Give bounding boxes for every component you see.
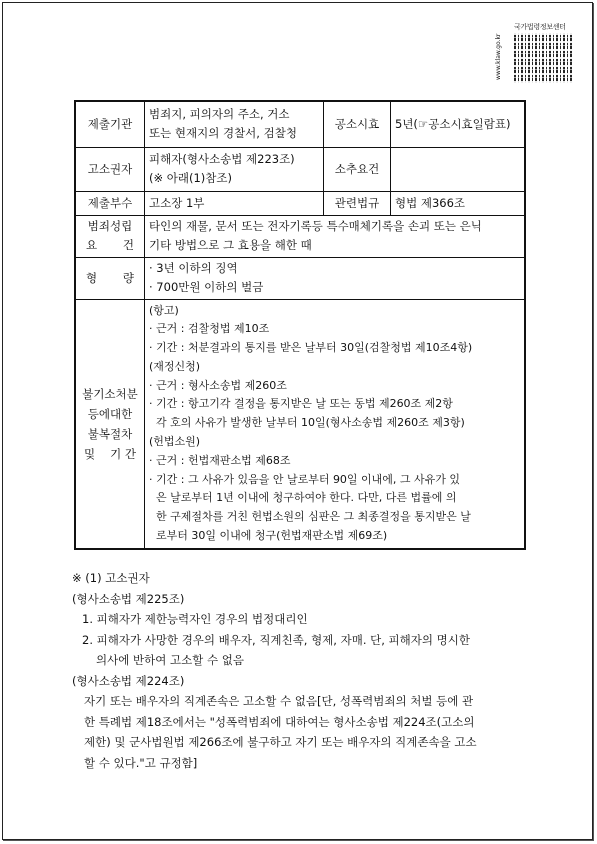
label-crime-requirements: 범죄성립 요 건 <box>75 215 145 257</box>
value-appeal-procedure: (항고) · 근거 : 검찰청법 제10조 · 기간 : 처분결과의 통지를 받은 날부터 30일(검찰청법 제10조4항) (재정신청) · 근거 : 형사소송법 제260조 · 기간 : 항고기각 결정을 통지받은 날 또는 동법 제260조 제2항 각 호의 사유가 발생한 날부터 10일(형사소송법 제260조 제3항) (헌법소원) · 근거 : 헌법재판소법 제68조 · 기간 : 그 사유가 있음을 안 날로부터 90일 이내에, 그 사유가 있 은 날로부터 1년 이내에 청구하여야 한다. 다만, 다른 법률에 의 한 구제절차를 거친 헌법소원의 심판은 그 최종결정을 통지받은 날 로부터 30일 이내에 청구(헌법재판소법 제69조) <box>145 299 526 549</box>
value-submit-agency: 범죄지, 피의자의 주소, 거소 또는 현재지의 경찰서, 검찰청 <box>145 101 324 147</box>
label-statute-limitation: 공소시효 <box>324 101 391 147</box>
table-row <box>75 147 525 191</box>
notes-paragraph: 자기 또는 배우자의 직계존속은 고소할 수 없음[단, 성폭력범죄의 처벌 등에 관 한 특례법 제18조에서는 "성폭력범죄에 대하여는 형사소송법 제224조(고소의 제한) 및 군사법원법 제266조에 불구하고 자기 또는 배우자의 직계존속을 고소 할 수 있다."고 규정함] <box>84 694 477 770</box>
complainant-notes <box>72 568 532 773</box>
label-complainant: 고소권자 <box>75 147 145 191</box>
value-prosecution-requirement <box>391 147 526 191</box>
notes-heading: ※ (1) 고소권자 <box>72 571 150 585</box>
table-row <box>75 101 525 147</box>
table-row <box>75 215 525 257</box>
complaint-info-table <box>74 100 526 550</box>
value-copies: 고소장 1부 <box>145 191 324 215</box>
notes-subheading-225: (형사소송법 제225조) <box>72 591 185 606</box>
value-statute-limitation: 5년(☞공소시효일람표) <box>391 101 526 147</box>
value-crime-requirements: 타인의 재물, 문서 또는 전자기록등 특수매체기록을 손괴 또는 은닉 기타 방법으로 그 효용을 해한 때 <box>145 215 526 257</box>
qr-code-overlay <box>514 33 574 83</box>
value-complainant: 피해자(형사소송법 제223조) (※ 아래(1)참조) <box>145 147 324 191</box>
notes-subheading-224: (형사소송법 제224조) <box>72 673 185 688</box>
value-related-law: 형법 제366조 <box>391 191 526 215</box>
value-penalty: · 3년 이하의 징역 · 700만원 이하의 벌금 <box>145 257 526 299</box>
label-related-law: 관련법규 <box>324 191 391 215</box>
notes-item-2: 2. 피해자가 사망한 경우의 배우자, 직계친족, 형제, 자매. 단, 피해자의 명시한 <box>82 632 470 647</box>
notes-item-2-cont: 의사에 반하여 고소할 수 없음 <box>96 653 244 667</box>
logo-text: 국가법령정보센터 <box>514 23 566 31</box>
notes-item-1: 1. 피해자가 제한능력자인 경우의 법정대리인 <box>82 612 308 626</box>
table-row <box>75 299 525 549</box>
table-row <box>75 191 525 215</box>
site-url: www.klaw.go.kr <box>495 33 502 80</box>
label-prosecution-requirement: 소추요건 <box>324 147 391 191</box>
label-penalty: 형 량 <box>75 257 145 299</box>
table-row <box>75 257 525 299</box>
label-appeal-procedure: 불기소처분 등에대한 불복절차 및 기 간 <box>75 299 145 549</box>
label-submit-agency: 제출기관 <box>75 101 145 147</box>
label-copies: 제출부수 <box>75 191 145 215</box>
